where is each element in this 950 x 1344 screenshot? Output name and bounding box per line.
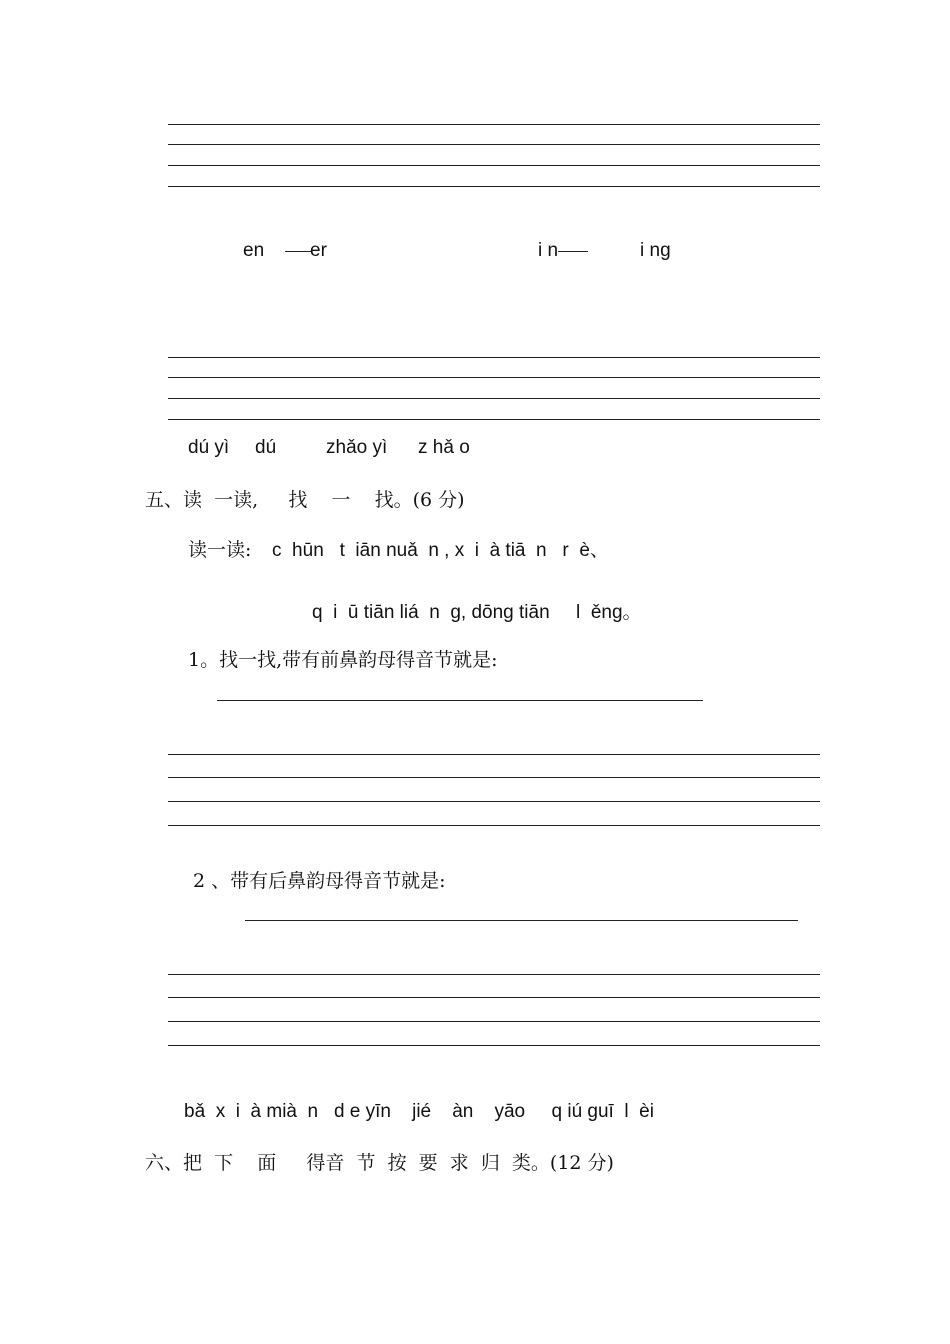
staff-line — [168, 754, 820, 755]
writing-staff-4[interactable] — [168, 974, 820, 1046]
pair-left-b: er — [310, 240, 327, 261]
pair-right-b: i ng — [640, 240, 671, 261]
staff-line — [168, 357, 820, 358]
answer-blank-2[interactable] — [245, 920, 798, 921]
pair-right-dash — [558, 251, 588, 252]
writing-staff-3[interactable] — [168, 754, 820, 826]
section-5-title: 五、读 一读, 找 一 找。(6 分) — [145, 489, 465, 511]
writing-staff-1[interactable] — [168, 124, 820, 188]
answer-blank-1[interactable] — [217, 700, 703, 701]
pinyin-zhaoyizhao-2: z hǎ o — [418, 437, 470, 458]
staff-line — [168, 997, 820, 998]
pair-left-dash — [285, 251, 311, 252]
staff-line — [168, 124, 820, 125]
pinyin-duyidu-1: dú yì — [188, 437, 230, 458]
staff-line — [168, 974, 820, 975]
staff-line — [168, 165, 820, 166]
staff-line — [168, 398, 820, 399]
staff-line — [168, 377, 820, 378]
staff-line — [168, 801, 820, 802]
staff-line — [168, 825, 820, 826]
pair-right-a: i n — [538, 240, 559, 261]
staff-line — [168, 419, 820, 420]
staff-line — [168, 777, 820, 778]
question-1: 1。找一找,带有前鼻韵母得音节就是: — [188, 649, 498, 671]
staff-line — [168, 1045, 820, 1046]
read-label: 读一读: — [188, 539, 252, 561]
staff-line — [168, 186, 820, 187]
section-6-title: 六、把 下 面 得音 节 按 要 求 归 类。(12 分) — [145, 1152, 614, 1174]
staff-line — [168, 144, 820, 145]
question-2: 2 、带有后鼻韵母得音节就是: — [193, 870, 446, 892]
writing-staff-2[interactable] — [168, 357, 820, 421]
pinyin-row-section-6: bǎ x i à mià n d e yīn jié àn yāo q iú guī l èi — [184, 1101, 654, 1122]
read-text-line-1: c hūn t iān nuǎ n , x i à tiā n r è、 — [272, 540, 609, 561]
pinyin-duyidu-2: dú — [255, 437, 277, 458]
read-text-line-2: q i ū tiān liá n g, dōng tiān l ěng。 — [312, 602, 642, 623]
pinyin-zhaoyizhao-1: zhǎo yì — [326, 437, 388, 458]
staff-line — [168, 1021, 820, 1022]
pair-left-a: en — [243, 240, 265, 261]
